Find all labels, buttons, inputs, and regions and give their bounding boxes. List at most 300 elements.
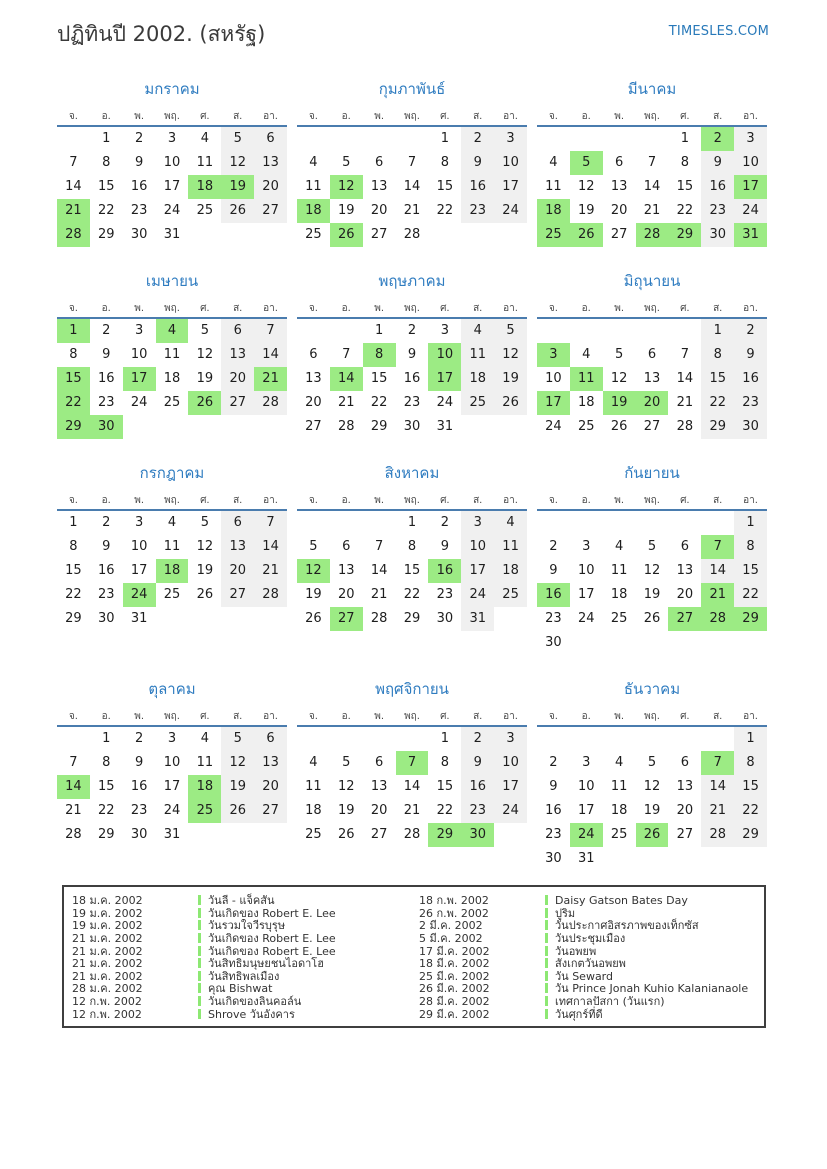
day-cell: 8 [102, 155, 111, 170]
day-cell: 6 [221, 319, 254, 343]
day-cell: 10 [428, 343, 461, 367]
day-cell: 19 [196, 563, 214, 578]
day-cell: 31 [461, 607, 494, 631]
empty-cell [494, 823, 527, 847]
weekday-header: ศ. [680, 303, 690, 314]
day-cell: 29 [65, 611, 82, 626]
empty-cell [297, 319, 330, 343]
day-cell: 7 [701, 751, 734, 775]
weekday-header: ส. [473, 495, 483, 506]
day-cell: 13 [370, 179, 388, 194]
day-cell: 21 [254, 367, 287, 391]
empty-cell [636, 727, 669, 751]
day-cell: 10 [494, 151, 527, 175]
day-cell: 4 [614, 755, 624, 770]
day-cell: 9 [461, 751, 494, 775]
empty-cell [570, 319, 603, 343]
weekday-header: จ. [548, 711, 558, 722]
day-cell: 11 [570, 367, 603, 391]
empty-cell [221, 823, 254, 847]
empty-cell [123, 415, 156, 439]
empty-cell [396, 727, 429, 751]
weekday-header: ส. [233, 111, 243, 122]
day-cell: 30 [130, 827, 148, 842]
day-cell: 17 [163, 779, 181, 794]
day-cell: 14 [330, 367, 363, 391]
day-cell: 20 [338, 587, 355, 602]
week-row [537, 823, 767, 847]
day-cell: 22 [734, 583, 767, 607]
day-cell: 19 [338, 803, 355, 818]
weekday-header: พฤ. [644, 711, 660, 722]
weekday-header: พฤ. [404, 111, 420, 122]
day-cell: 22 [734, 799, 767, 823]
empty-cell [537, 319, 570, 343]
day-cell: 4 [200, 731, 209, 746]
day-cell: 15 [734, 559, 767, 583]
day-cell: 9 [440, 539, 449, 554]
legend-date: 26 มี.ค. 2002 [419, 982, 490, 996]
weekday-header: อา. [743, 495, 758, 506]
holiday-marker-icon [545, 920, 548, 930]
day-cell: 3 [734, 127, 767, 151]
day-cell: 20 [370, 803, 388, 818]
day-cell: 6 [309, 347, 318, 362]
empty-cell [461, 415, 494, 439]
week-row [57, 127, 287, 151]
month-title: สิงหาคม [384, 464, 440, 482]
weekday-header: อา. [503, 495, 518, 506]
week-row [297, 511, 527, 535]
legend-holiday-name: สังเกตวันอพยพ [555, 957, 626, 971]
day-cell: 1 [734, 511, 767, 535]
weekday-header: อา. [263, 303, 278, 314]
day-cell: 23 [403, 395, 421, 410]
holiday-marker-icon [198, 1009, 201, 1019]
day-cell: 17 [494, 175, 527, 199]
day-cell: 9 [461, 151, 494, 175]
holiday-marker-icon [545, 983, 548, 993]
month-calendar [297, 461, 527, 631]
weekday-header: ส. [713, 303, 723, 314]
day-cell: 15 [57, 367, 90, 391]
day-cell: 15 [370, 371, 388, 386]
day-cell: 14 [403, 179, 421, 194]
legend-date: 25 มี.ค. 2002 [419, 969, 490, 983]
day-cell: 26 [643, 611, 661, 626]
holiday-marker-icon [198, 920, 201, 930]
day-cell: 17 [123, 367, 156, 391]
day-cell: 18 [297, 199, 330, 223]
page-title: ปฏิทินปี 2002. (สหรัฐ) [57, 22, 266, 46]
day-cell: 19 [603, 391, 636, 415]
holiday-marker-icon [545, 996, 548, 1006]
holiday-marker-icon [545, 958, 548, 968]
weekday-header: พ. [134, 111, 145, 122]
legend-holiday-name: วัน Seward [555, 969, 613, 983]
weekday-header: อ. [101, 111, 111, 122]
weekday-header: อ. [581, 303, 591, 314]
weekday-header: ส. [233, 303, 243, 314]
week-row [297, 415, 527, 439]
day-cell: 12 [221, 751, 254, 775]
day-cell: 14 [643, 179, 661, 194]
week-row [57, 727, 287, 751]
week-row [57, 199, 287, 223]
legend-date: 29 มี.ค. 2002 [419, 1007, 490, 1021]
day-cell: 22 [436, 803, 454, 818]
legend-holiday-name: คุณ Bishwat [208, 982, 273, 996]
day-cell: 6 [221, 511, 254, 535]
day-cell: 20 [676, 803, 694, 818]
day-cell: 8 [734, 535, 767, 559]
day-cell: 15 [98, 179, 115, 194]
legend-date: 17 มี.ค. 2002 [419, 944, 490, 958]
day-cell: 30 [461, 823, 494, 847]
weekday-header-row [537, 493, 767, 511]
weekday-header: จ. [548, 111, 558, 122]
week-row [537, 151, 767, 175]
day-cell: 28 [338, 419, 355, 434]
day-cell: 29 [57, 415, 90, 439]
weekday-header-row [57, 493, 287, 511]
day-cell: 6 [680, 539, 689, 554]
legend-holiday-name: วันลี - แจ็คสัน [208, 894, 275, 908]
day-cell: 18 [578, 395, 595, 410]
day-cell: 1 [374, 323, 384, 338]
day-cell: 12 [338, 779, 355, 794]
day-cell: 24 [494, 799, 527, 823]
day-cell: 13 [338, 563, 355, 578]
day-cell: 21 [701, 583, 734, 607]
day-cell: 24 [130, 395, 148, 410]
day-cell: 18 [188, 175, 221, 199]
week-row [57, 583, 287, 607]
day-cell: 2 [734, 319, 767, 343]
day-cell: 10 [163, 155, 181, 170]
day-cell: 12 [578, 179, 595, 194]
day-cell: 2 [102, 323, 111, 338]
holiday-marker-icon [198, 946, 201, 956]
week-row [297, 391, 527, 415]
weekday-header: อ. [101, 711, 111, 722]
week-row [537, 511, 767, 535]
day-cell: 7 [342, 347, 351, 362]
day-cell: 8 [680, 155, 689, 170]
weekday-header: พฤ. [164, 495, 180, 506]
day-cell: 29 [701, 415, 734, 439]
day-cell: 16 [461, 775, 494, 799]
day-cell: 2 [549, 755, 558, 770]
day-cell: 1 [440, 731, 449, 746]
day-cell: 16 [701, 175, 734, 199]
day-cell: 19 [578, 203, 595, 218]
day-cell: 26 [221, 199, 254, 223]
empty-cell [297, 127, 330, 151]
weekday-header-row [537, 709, 767, 727]
day-cell: 12 [643, 563, 661, 578]
weekday-header: อา. [743, 711, 758, 722]
day-cell: 7 [374, 539, 384, 554]
day-cell: 28 [57, 223, 90, 247]
weekday-header: อา. [743, 111, 758, 122]
week-row [57, 343, 287, 367]
week-row [297, 319, 527, 343]
holiday-marker-icon [545, 1009, 548, 1019]
day-cell: 10 [734, 151, 767, 175]
day-cell: 17 [578, 803, 595, 818]
week-row [57, 823, 287, 847]
day-cell: 31 [130, 611, 148, 626]
empty-cell [156, 415, 189, 439]
empty-cell [221, 607, 254, 631]
weekday-header: ส. [713, 111, 723, 122]
day-cell: 3 [582, 539, 591, 554]
day-cell: 24 [570, 823, 603, 847]
day-cell: 13 [221, 535, 254, 559]
holiday-marker-icon [198, 908, 201, 918]
weekday-header: อา. [263, 495, 278, 506]
legend-holiday-name: วันเกิดของ Robert E. Lee [208, 906, 336, 920]
day-cell: 13 [254, 151, 287, 175]
day-cell: 3 [582, 755, 591, 770]
day-cell: 9 [549, 563, 558, 578]
month-title: พฤศจิกายน [375, 680, 449, 698]
day-cell: 28 [403, 827, 421, 842]
day-cell: 23 [545, 611, 562, 626]
day-cell: 7 [254, 511, 287, 535]
day-cell: 24 [436, 395, 454, 410]
legend-holiday-name: เทศกาลปัสกา (วันแรก) [555, 995, 665, 1009]
day-cell: 18 [188, 775, 221, 799]
day-cell: 3 [134, 323, 144, 338]
empty-cell [668, 511, 701, 535]
weekday-header: จ. [308, 711, 318, 722]
week-row [57, 367, 287, 391]
empty-cell [57, 727, 90, 751]
day-cell: 30 [545, 635, 562, 650]
weekday-header-row [537, 109, 767, 127]
day-cell: 19 [196, 371, 214, 386]
day-cell: 25 [188, 799, 221, 823]
empty-cell [537, 127, 570, 151]
holiday-marker-icon [545, 933, 548, 943]
weekday-header: ศ. [200, 711, 210, 722]
day-cell: 8 [69, 539, 78, 554]
day-cell: 20 [221, 367, 254, 391]
day-cell: 8 [69, 347, 78, 362]
day-cell: 11 [163, 347, 181, 362]
day-cell: 26 [494, 391, 527, 415]
day-cell: 29 [403, 611, 421, 626]
day-cell: 5 [309, 539, 318, 554]
week-row [57, 391, 287, 415]
day-cell: 15 [98, 779, 115, 794]
week-row [57, 511, 287, 535]
day-cell: 30 [90, 415, 123, 439]
day-cell: 24 [163, 803, 181, 818]
weekday-header: อ. [581, 111, 591, 122]
day-cell: 20 [254, 175, 287, 199]
empty-cell [188, 823, 221, 847]
legend-date: 18 มี.ค. 2002 [419, 957, 490, 971]
weekday-header: ศ. [680, 111, 690, 122]
weekday-header-row [57, 109, 287, 127]
day-cell: 1 [407, 515, 417, 530]
day-cell: 21 [370, 587, 388, 602]
month-calendar [297, 77, 527, 247]
day-cell: 31 [163, 827, 181, 842]
weekday-header: อา. [263, 711, 278, 722]
day-cell: 1 [102, 731, 111, 746]
day-cell: 3 [440, 323, 449, 338]
day-cell: 29 [734, 607, 767, 631]
day-cell: 12 [610, 371, 628, 386]
weekday-header: พ. [374, 711, 385, 722]
day-cell: 12 [494, 343, 527, 367]
empty-cell [537, 727, 570, 751]
day-cell: 5 [570, 151, 603, 175]
day-cell: 26 [305, 611, 322, 626]
month-title: กันยายน [624, 464, 680, 482]
legend-date: 21 ม.ค. 2002 [72, 944, 143, 958]
day-cell: 7 [69, 155, 78, 170]
week-row [537, 415, 767, 439]
weekday-header: พฤ. [644, 495, 660, 506]
weekday-header: ศ. [680, 495, 690, 506]
day-cell: 13 [305, 371, 322, 386]
empty-cell [494, 415, 527, 439]
day-cell: 8 [407, 539, 417, 554]
weekday-header: อ. [101, 303, 111, 314]
week-row [537, 727, 767, 751]
weekday-header: จ. [68, 495, 78, 506]
week-row [537, 319, 767, 343]
month-title: พฤษภาคม [378, 272, 446, 290]
day-cell: 30 [403, 419, 421, 434]
day-cell: 18 [163, 371, 181, 386]
month-calendar [537, 269, 767, 439]
weekday-header: อา. [503, 303, 518, 314]
day-cell: 29 [98, 227, 115, 242]
empty-cell [603, 631, 636, 655]
weekday-header: ศ. [680, 711, 690, 722]
empty-cell [188, 415, 221, 439]
day-cell: 3 [167, 731, 177, 746]
day-cell: 25 [537, 223, 570, 247]
site-link[interactable]: TIMESLES.COM [668, 24, 769, 39]
day-cell: 27 [610, 227, 628, 242]
empty-cell [428, 223, 461, 247]
day-cell: 21 [403, 203, 421, 218]
week-row [537, 223, 767, 247]
day-cell: 25 [578, 419, 595, 434]
weekday-header: อา. [503, 111, 518, 122]
legend-date: 12 ก.พ. 2002 [72, 995, 142, 1009]
weekday-header: พฤ. [404, 711, 420, 722]
day-cell: 27 [370, 827, 388, 842]
weekday-header-row [57, 301, 287, 319]
empty-cell [363, 127, 396, 151]
day-cell: 17 [163, 179, 181, 194]
day-cell: 15 [676, 179, 694, 194]
day-cell: 22 [701, 391, 734, 415]
week-row [297, 823, 527, 847]
weekday-header: พ. [374, 495, 385, 506]
empty-cell [188, 607, 221, 631]
day-cell: 28 [403, 227, 421, 242]
day-cell: 21 [65, 803, 82, 818]
day-cell: 3 [167, 131, 177, 146]
legend-date: 28 มี.ค. 2002 [419, 995, 490, 1009]
day-cell: 17 [461, 559, 494, 583]
day-cell: 25 [461, 391, 494, 415]
week-row [297, 583, 527, 607]
day-cell: 4 [549, 155, 558, 170]
day-cell: 4 [582, 347, 591, 362]
empty-cell [636, 511, 669, 535]
month-title: ตุลาคม [148, 680, 196, 698]
week-row [297, 559, 527, 583]
day-cell: 30 [734, 415, 767, 439]
empty-cell [494, 223, 527, 247]
month-calendar [57, 461, 287, 631]
day-cell: 5 [342, 155, 351, 170]
day-cell: 11 [305, 779, 322, 794]
legend-holiday-name: วันประชุมเมือง [555, 932, 626, 946]
weekday-header: พ. [374, 303, 385, 314]
day-cell: 8 [701, 343, 734, 367]
day-cell: 30 [701, 223, 734, 247]
day-cell: 19 [338, 203, 355, 218]
day-cell: 11 [461, 343, 494, 367]
weekday-header: จ. [548, 303, 558, 314]
legend-date: 28 ม.ค. 2002 [72, 982, 143, 996]
day-cell: 26 [570, 223, 603, 247]
day-cell: 9 [407, 347, 417, 362]
legend-holiday-name: วันศุกร์ที่ดี [555, 1007, 603, 1021]
day-cell: 27 [254, 199, 287, 223]
day-cell: 17 [578, 587, 595, 602]
day-cell: 26 [188, 391, 221, 415]
weekday-header: จ. [68, 111, 78, 122]
day-cell: 24 [163, 203, 181, 218]
empty-cell [603, 319, 636, 343]
weekday-header: จ. [68, 303, 78, 314]
day-cell: 13 [254, 751, 287, 775]
day-cell: 14 [701, 559, 734, 583]
day-cell: 2 [407, 323, 417, 338]
week-row [297, 127, 527, 151]
day-cell: 5 [200, 323, 209, 338]
day-cell: 11 [610, 779, 628, 794]
day-cell: 31 [578, 851, 595, 866]
day-cell: 11 [610, 563, 628, 578]
day-cell: 27 [305, 419, 322, 434]
day-cell: 14 [403, 779, 421, 794]
weekday-header: จ. [308, 495, 318, 506]
day-cell: 4 [309, 155, 318, 170]
day-cell: 28 [254, 391, 287, 415]
day-cell: 27 [668, 607, 701, 631]
day-cell: 28 [636, 223, 669, 247]
day-cell: 4 [167, 515, 177, 530]
week-row [537, 127, 767, 151]
day-cell: 7 [647, 155, 657, 170]
empty-cell [603, 511, 636, 535]
day-cell: 3 [494, 727, 527, 751]
day-cell: 31 [436, 419, 454, 434]
